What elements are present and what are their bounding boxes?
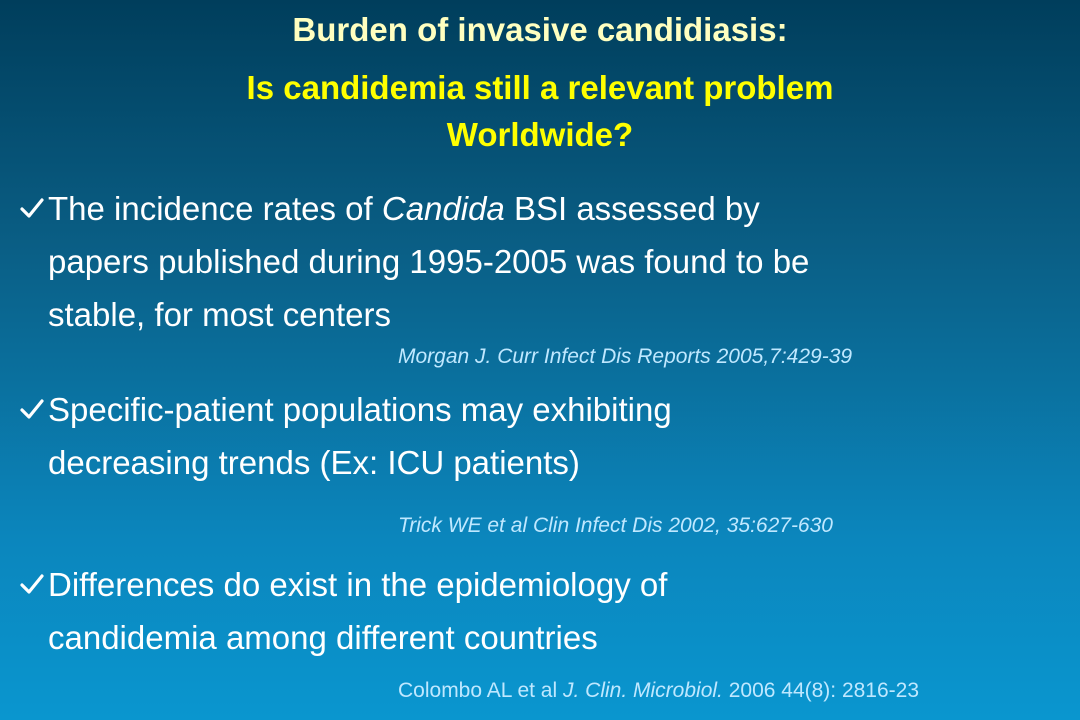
slide-title-line-2: Is candidemia still a relevant problem — [246, 69, 834, 106]
bullet-item-differences — [20, 558, 1070, 664]
bullet-text-line-1: Differences do exist in the epidemiology of — [48, 566, 668, 603]
citation-morgan: Morgan J. Curr Infect Dis Reports 2005,7:429-39 — [398, 345, 853, 368]
slide-title-line-1: Burden of invasive candidiasis: — [292, 11, 788, 48]
checkmark-icon — [20, 558, 46, 611]
bullet-text-line-2: candidemia among different countries — [48, 619, 598, 656]
bullet-text-line-1 — [48, 182, 1070, 235]
bullet-item-incidence — [20, 182, 1070, 341]
bullet-text-italic: Candida — [381, 190, 505, 227]
bullet-text-line-1: Specific-patient populations may exhibiting — [48, 391, 672, 428]
bullet-text-segment: BSI assessed by — [504, 190, 760, 227]
bullet-text-segment: The incidence rates of — [48, 190, 382, 227]
bullet-text-line-2: decreasing trends (Ex: ICU patients) — [48, 444, 580, 481]
checkmark-icon — [20, 383, 46, 436]
citation-colombo — [398, 678, 919, 704]
citation-trick: Trick WE et al Clin Infect Dis 2002, 35:627-630 — [398, 514, 833, 537]
bullet-item-trends — [20, 383, 1070, 489]
bullet-text-line-2: papers published during 1995-2005 was found to be — [48, 243, 810, 280]
slide-title-line-3: Worldwide? — [446, 116, 634, 153]
citation-journal: J. Clin. Microbiol. — [563, 679, 723, 702]
citation-segment: Colombo AL et al — [398, 679, 563, 702]
bullet-text-line-3: stable, for most centers — [48, 296, 391, 333]
checkmark-icon — [20, 182, 46, 235]
citation-segment: 2006 44(8): 2816-23 — [722, 679, 920, 702]
